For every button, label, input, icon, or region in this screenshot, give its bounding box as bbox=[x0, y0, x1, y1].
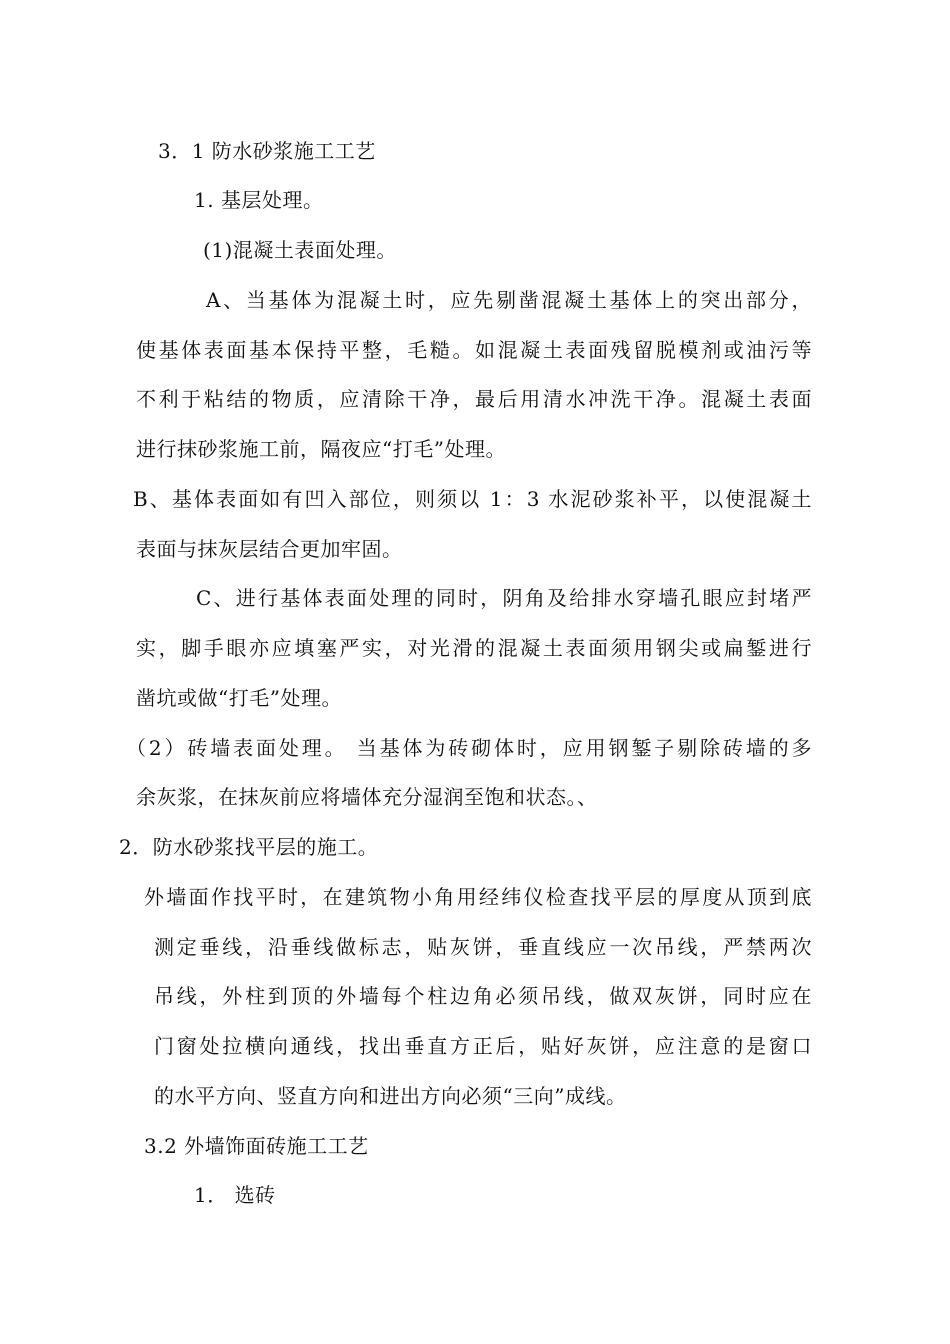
paragraph-line: （2）砖墙表面处理。 当基体为砖砌体时，应用钢錾子剔除砖墙的多 bbox=[126, 736, 812, 760]
paragraph-line: 进行抹砂浆施工前，隔夜应“打毛”处理。 bbox=[136, 437, 506, 461]
paragraph-line: 不利于粘结的物质，应清除干净，最后用清水冲洗干净。混凝土表面 bbox=[136, 387, 812, 411]
paragraph-line: 门窗处拉横向通线，找出垂直方正后，贴好灰饼，应注意的是窗口 bbox=[154, 1034, 812, 1058]
paragraph-line: 实，脚手眼亦应填塞严实，对光滑的混凝土表面须用钢尖或扁錾进行 bbox=[136, 636, 812, 660]
paragraph-line: 表面与抹灰层结合更加牢固。 bbox=[136, 537, 403, 561]
paragraph-line: C、进行基体表面处理的同时，阴角及给排水穿墙孔眼应封堵严 bbox=[196, 586, 812, 610]
subheading: 2．防水砂浆找平层的施工。 bbox=[119, 835, 379, 859]
subheading: 1． 选砖 bbox=[194, 1183, 276, 1207]
paragraph-line: 余灰浆，在抹灰前应将墙体充分湿润至饱和状态。、 bbox=[136, 785, 598, 809]
paragraph-line: 吊线，外柱到顶的外墙每个柱边角必须吊线，做双灰饼，同时应在 bbox=[154, 984, 812, 1008]
paragraph-line: 的水平方向、竖直方向和进出方向必须“三向”成线。 bbox=[154, 1084, 627, 1108]
paragraph-line: 使基体表面基本保持平整，毛糙。如混凝土表面残留脱模剂或油污等 bbox=[136, 338, 812, 362]
paragraph-line: 外墙面作找平时，在建筑物小角用经纬仪检查找平层的厚度从顶到底 bbox=[144, 885, 812, 909]
paragraph-line: A、当基体为混凝土时，应先剔凿混凝土基体上的突出部分， bbox=[206, 288, 812, 312]
paragraph-line: B、基体表面如有凹入部位，则须以 1：3 水泥砂浆补平，以使混凝土 bbox=[133, 487, 812, 511]
subheading: (1)混凝土表面处理。 bbox=[203, 238, 397, 262]
section-heading: 3．1 防水砂浆施工工艺 bbox=[158, 139, 376, 163]
section-heading: 3.2 外墙饰面砖施工工艺 bbox=[144, 1134, 369, 1158]
paragraph-line: 凿坑或做“打毛”处理。 bbox=[136, 686, 342, 710]
paragraph-line: 测定垂线，沿垂线做标志，贴灰饼，垂直线应一次吊线，严禁两次 bbox=[154, 935, 812, 959]
subheading: 1. 基层处理。 bbox=[194, 188, 324, 212]
